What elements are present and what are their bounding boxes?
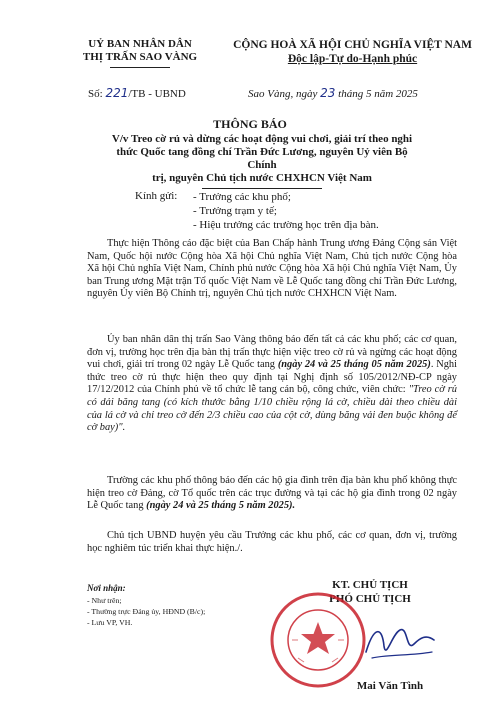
agency-underline	[110, 67, 170, 68]
agency-line-1: UỶ BAN NHÂN DÂN	[88, 38, 192, 50]
document-title: THÔNG BÁO	[213, 117, 287, 131]
recipients-label: Kính gửi:	[135, 190, 178, 202]
p2-date-range: (ngày 24 và 25 tháng 05 năm 2025)	[277, 359, 431, 371]
recipient-item: - Hiệu trưởng các trường học trên địa bàn.	[193, 219, 379, 231]
date-place: Sao Vàng, ngày	[248, 88, 318, 100]
subject-line-1: V/v Treo cờ rủ và dừng các hoạt động vui chơi, giải trí theo nghi	[111, 133, 413, 145]
signer-name: Mai Văn Tình	[356, 680, 424, 692]
national-motto: Độc lập-Tự do-Hạnh phúc	[287, 53, 418, 65]
subject-line-3: trị, nguyên Chủ tịch nước CHXHCN Việt Nam	[152, 172, 372, 184]
agency-line-2: THỊ TRẤN SAO VÀNG	[82, 51, 198, 63]
issuing-agency	[70, 38, 210, 68]
recipient-item: - Trưởng các khu phố;	[193, 191, 291, 203]
p3-text-a: Trường các khu phố thông báo đến các hộ gia đình trên địa bàn khu phố không thực hiện treo cờ Đảng, cờ Tổ quốc trên các trục đường và tại các hộ gia đình trong 02 ngày Lễ Quốc tang	[87, 475, 457, 512]
cc-item: - Lưu VP, VH.	[87, 618, 133, 627]
handwritten-signature	[360, 612, 440, 672]
subject-underline	[202, 188, 322, 189]
document-date	[248, 86, 418, 100]
doc-number-handwritten: 221	[105, 86, 129, 100]
on-behalf-label: KT. CHỦ TỊCH	[332, 579, 408, 591]
recipient-item: - Trưởng trạm y tế;	[193, 205, 277, 217]
p2-quote: "Treo cờ rủ có dải băng tang (có kích thước bằng 1/10 chiều rộng lá cờ, chiều dài theo chiều dài của lá cờ và chỉ treo cờ đến 2/3 chiều cao của cột cờ, dùng băng vải đen buộc không để cờ bay)".	[87, 384, 458, 434]
p2-text-c: . Nghi thức treo cờ rủ thực hiện theo quy định tại Nghị định số 105/2012/NĐ-CP ngày 17/12/2012 của Chính phủ về tổ chức lễ tang cán bộ, công chức, viên chức:	[87, 359, 457, 396]
cc-label: Nơi nhận:	[87, 583, 126, 593]
doc-number-prefix: Số:	[88, 88, 103, 100]
cc-item: - Thường trực Đảng ủy, HĐND (B/c);	[87, 607, 206, 616]
date-rest: tháng 5 năm 2025	[338, 88, 418, 100]
document-subject	[102, 133, 422, 189]
body-paragraph-1: Thực hiện Thông cáo đặc biệt của Ban Chấp hành Trung ương Đảng Cộng sản Việt Nam, Quốc hội nước Cộng hòa Xã hội Chủ nghĩa Việt Nam, Chủ tịch nước Cộng hòa Xã hội Chủ nghĩa Việt Nam, Chính phủ nước Cộng hòa Xã hội Chủ nghĩa Việt Nam, Ủy ban Trung ương Mặt trận Tổ quốc Việt Nam về Lễ Quốc tang đồng chí Trần Đức Lương, nguyên Ủy viên Bộ Chính trị, nguyên Chủ tịch nước CHXHCN Việt Nam.	[87, 238, 457, 300]
doc-number-suffix: /TB - UBND	[128, 88, 186, 100]
p3-date-range: (ngày 24 và 25 tháng 5 năm 2025).	[146, 500, 296, 512]
subject-line-2: thức Quốc tang đồng chí Trần Đức Lương, nguyên Uỷ viên Bộ Chính	[116, 146, 408, 171]
document-number	[88, 86, 186, 100]
date-day-handwritten: 23	[320, 86, 336, 100]
body-paragraph-3	[87, 475, 457, 513]
country-name: CỘNG HOÀ XÃ HỘI CHỦ NGHĨA VIỆT NAM	[233, 39, 472, 51]
recipients-list	[193, 190, 379, 232]
position-label: PHÓ CHỦ TỊCH	[329, 593, 411, 605]
body-paragraph-2	[87, 334, 457, 435]
national-header	[215, 38, 490, 66]
body-paragraph-4: Chủ tịch UBND huyện yêu cầu Trưởng các khu phố, các cơ quan, đơn vị, trường học nghiêm túc triển khai thực hiện./.	[87, 530, 457, 554]
p2-text-a: Ủy ban nhân dân thị trấn Sao Vàng thông báo đến tất cả các khu phố; các cơ quan, đơn vị, trường học trên địa bàn thị trấn thực hiện việc treo cờ rủ và ngừng các hoạt động vui chơi, giải trí trong 02 ngày Lễ Quốc tang	[87, 334, 457, 371]
cc-list	[87, 595, 205, 628]
official-seal	[268, 590, 368, 690]
cc-item: - Như trên;	[87, 596, 122, 605]
